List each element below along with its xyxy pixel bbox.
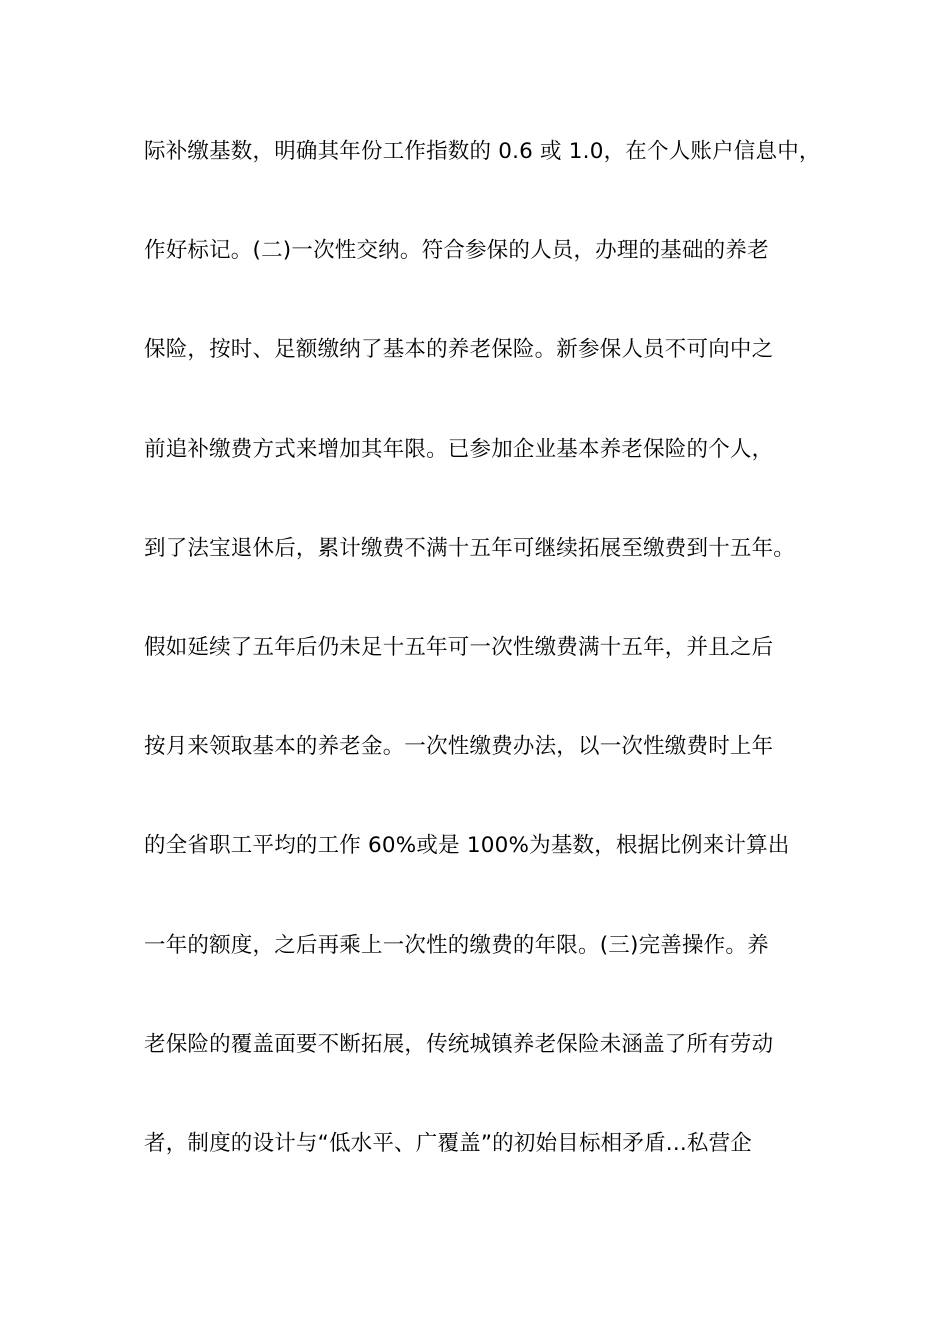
text-line-2: 作好标记。(二)一次性交纳。符合参保的人员，办理的基础的养老	[144, 238, 769, 264]
text-line-10: 老保险的覆盖面要不断拓展，传统城镇养老保险未涵盖了所有劳动	[144, 1031, 774, 1057]
text-line-9: 一年的额度，之后再乘上一次性的缴费的年限。(三)完善操作。养	[144, 932, 769, 958]
body-text	[144, 128, 824, 1219]
text-line-11: 者，制度的设计与“低水平、广覆盖”的初始目标相矛盾...私营企	[144, 1130, 752, 1156]
text-line-1: 际补缴基数，明确其年份工作指数的 0.6 或 1.0，在个人账户信息中，	[144, 139, 821, 164]
text-line-7: 按月来领取基本的养老金。一次性缴费办法，以一次性缴费时上年	[144, 734, 774, 760]
text-line-8: 的全省职工平均的工作 60%或是 100%为基数，根据比例来计算出	[144, 833, 790, 859]
text-line-4: 前追补缴费方式来增加其年限。已参加企业基本养老保险的个人，	[144, 436, 774, 462]
text-line-6: 假如延续了五年后仍未足十五年可一次性缴费满十五年，并且之后	[144, 634, 774, 660]
text-line-5: 到了法宝退休后，累计缴费不满十五年可继续拓展至缴费到十五年。	[144, 535, 796, 561]
text-line-3: 保险，按时、足额缴纳了基本的养老保险。新参保人员不可向中之	[144, 337, 774, 363]
